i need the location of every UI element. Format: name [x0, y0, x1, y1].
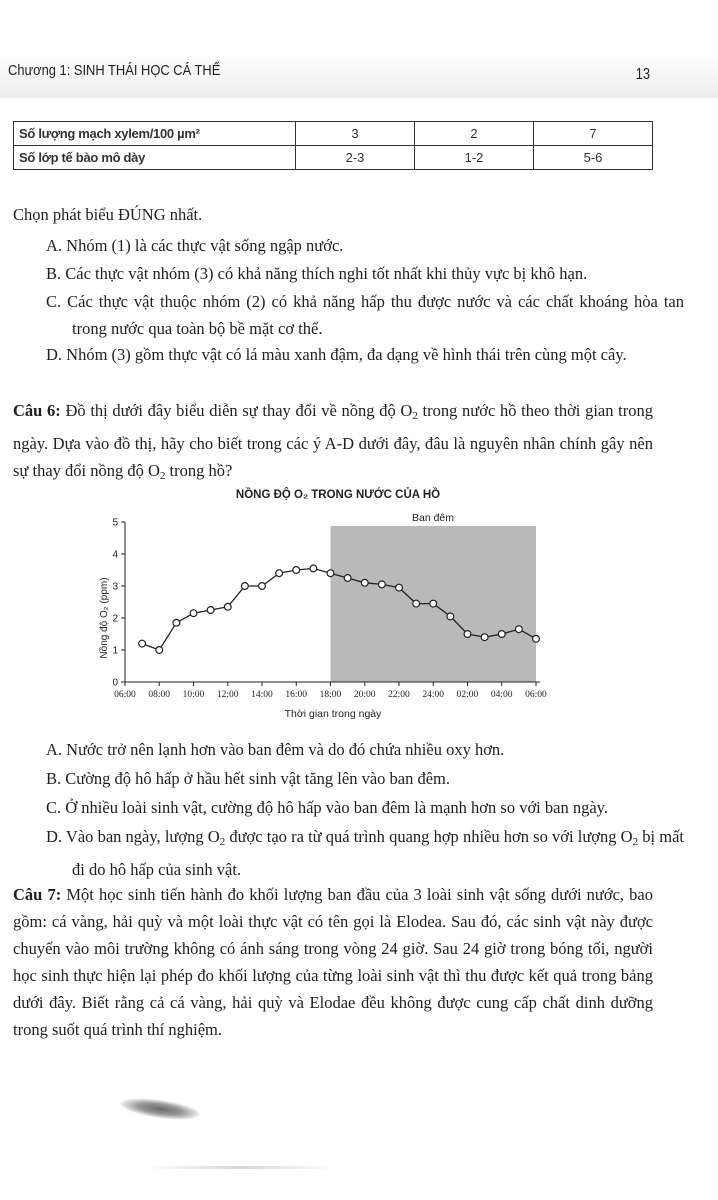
q6-stem [13, 397, 653, 490]
data-point [327, 570, 334, 577]
y-tick-label: 2 [112, 613, 118, 625]
table-cell: 3 [296, 122, 415, 146]
table-row-header: Số lớp tế bào mô dày [14, 146, 296, 170]
x-axis-label: Thời gian trong ngày [284, 708, 382, 720]
q7-label: Câu 7: [13, 885, 62, 904]
x-tick-label: 02:00 [456, 690, 479, 700]
scan-smudge [119, 1095, 201, 1124]
data-point [139, 640, 146, 647]
q6-option-a: A. Nước trở nên lạnh hơn vào ban đêm và do đó chứa nhiều oxy hơn. [46, 740, 505, 759]
data-point [396, 584, 403, 591]
data-point [207, 607, 214, 614]
data-point [344, 575, 351, 582]
q6-text-part: Đồ thị dưới đây biểu diễn sự thay đổi về nồng độ O [60, 401, 413, 420]
q7-text: Một học sinh tiến hành đo khối lượng ban đầu của 3 loài sinh vật sống dưới nước, bao gồm: cá vàng, hải quỳ và một loài thực vật có tên gọi là Elodea. Sau đó, các sinh vật này được chuyển vào môi trường không có ánh sáng trong vòng 24 giờ. Sau 24 giờ trong bóng tối, người học sinh thực hiện lại phép đo khối lượng của từng loài sinh vật thì thu được kết quả trong bảng dưới đây. Biết rằng cả cá vàng, hải quỳ và Elodae đều không được cung cấp chất dinh dưỡng trong suốt quá trình thí nghiệm. [13, 885, 653, 1039]
q7-stem [13, 881, 653, 1043]
data-point [413, 600, 420, 607]
y-tick-label: 3 [112, 581, 118, 593]
x-tick-label: 16:00 [285, 690, 308, 700]
data-point [259, 583, 266, 590]
data-point [533, 635, 540, 642]
data-point [190, 610, 197, 617]
q6-label: Câu 6: [13, 401, 61, 420]
subscript: 2 [412, 410, 418, 422]
table-cell: 5-6 [534, 146, 653, 170]
y-axis-label: Nồng độ O₂ (ppm) [99, 577, 110, 659]
plot-area [112, 518, 547, 701]
y-tick-label: 1 [112, 645, 118, 657]
q6-option-d [46, 823, 684, 883]
y-tick-label: 5 [112, 517, 118, 529]
data-point [430, 600, 437, 607]
y-tick-label: 0 [112, 677, 118, 689]
q5-option-d: D. Nhóm (3) gồm thực vật có lá màu xanh đậm, đa dạng về hình thái trên cùng một cây. [46, 345, 627, 364]
table-row [14, 146, 653, 170]
data-point [481, 634, 488, 641]
data-point [378, 581, 385, 588]
night-label: Ban đêm [411, 512, 455, 524]
data-point [515, 626, 522, 633]
table-cell: 7 [534, 122, 653, 146]
table-row [14, 122, 653, 146]
data-point [361, 579, 368, 586]
q6-option-d-part: được tạo ra từ quá trình quang hợp nhiều hơn so với lượng O [225, 827, 633, 846]
o2-chart [90, 485, 570, 725]
x-tick-label: 06:00 [525, 690, 547, 700]
q6-option-d-part: bị mất đi do hô hấp của sinh vật. [72, 827, 685, 879]
page-number: 13 [635, 66, 651, 83]
chart-title: NỒNG ĐỘ O₂ TRONG NƯỚC CỦA HỒ [235, 489, 441, 501]
table-cell: 2 [415, 122, 534, 146]
x-tick-label: 20:00 [353, 690, 376, 700]
subscript: 2 [632, 836, 639, 848]
q6-text-part: trong hồ? [165, 461, 233, 480]
q5-option-b: B. Các thực vật nhóm (3) có khả năng thích nghi tốt nhất khi thủy vực bị khô hạn. [46, 264, 588, 283]
table-cell: 2-3 [296, 146, 415, 170]
x-tick-label: 10:00 [182, 690, 205, 700]
x-tick-label: 14:00 [251, 690, 273, 700]
subscript: 2 [159, 470, 166, 482]
subscript: 2 [219, 836, 226, 848]
x-tick-label: 22:00 [388, 690, 410, 700]
chapter-title: Chương 1: SINH THÁI HỌC CÁ THỂ [8, 62, 221, 79]
x-tick-label: 08:00 [148, 690, 171, 700]
q5-option-c: C. Các thực vật thuộc nhóm (2) có khả năng hấp thu được nước và các chất khoáng hòa tan trong nước qua toàn bộ bề mặt cơ thể. [46, 292, 684, 338]
data-point [498, 631, 505, 638]
data-point [464, 631, 471, 638]
scan-smudge [146, 1166, 336, 1169]
q6-option-b: B. Cường độ hô hấp ở hầu hết sinh vật tăng lên vào ban đêm. [46, 769, 450, 788]
data-point [310, 565, 317, 572]
x-tick-label: 24:00 [422, 690, 445, 700]
data-point [293, 567, 300, 574]
y-tick-label: 4 [112, 549, 118, 561]
q6-option-d-part: D. Vào ban ngày, lượng O [46, 827, 220, 846]
x-tick-label: 18:00 [319, 690, 342, 700]
q6-text-part: trong nước hồ theo thời gian trong ngày. Dựa vào đồ thị, hãy cho biết trong các ý A-D dưới đây, đâu là nguyên nhân chính gây nên sự thay đổi nồng độ O [13, 401, 653, 480]
data-point [447, 613, 454, 620]
q6-option-c: C. Ở nhiều loài sinh vật, cường độ hô hấp vào ban đêm là mạnh hơn so với ban ngày. [46, 798, 608, 817]
table-row-header: Số lượng mạch xylem/100 µm² [14, 122, 296, 146]
data-point [224, 603, 231, 610]
x-tick-label: 12:00 [216, 690, 239, 700]
data-point [276, 570, 283, 577]
x-tick-label: 06:00 [114, 690, 136, 700]
x-tick-label: 04:00 [490, 690, 513, 700]
data-point [156, 647, 163, 654]
q5-option-a: A. Nhóm (1) là các thực vật sống ngập nước. [46, 236, 344, 255]
o2-chart-svg [90, 485, 570, 725]
comparison-table [13, 121, 653, 170]
data-point [173, 619, 180, 626]
data-point [241, 583, 248, 590]
table-cell: 1-2 [415, 146, 534, 170]
q5-prompt: Chọn phát biểu ĐÚNG nhất. [13, 205, 203, 224]
